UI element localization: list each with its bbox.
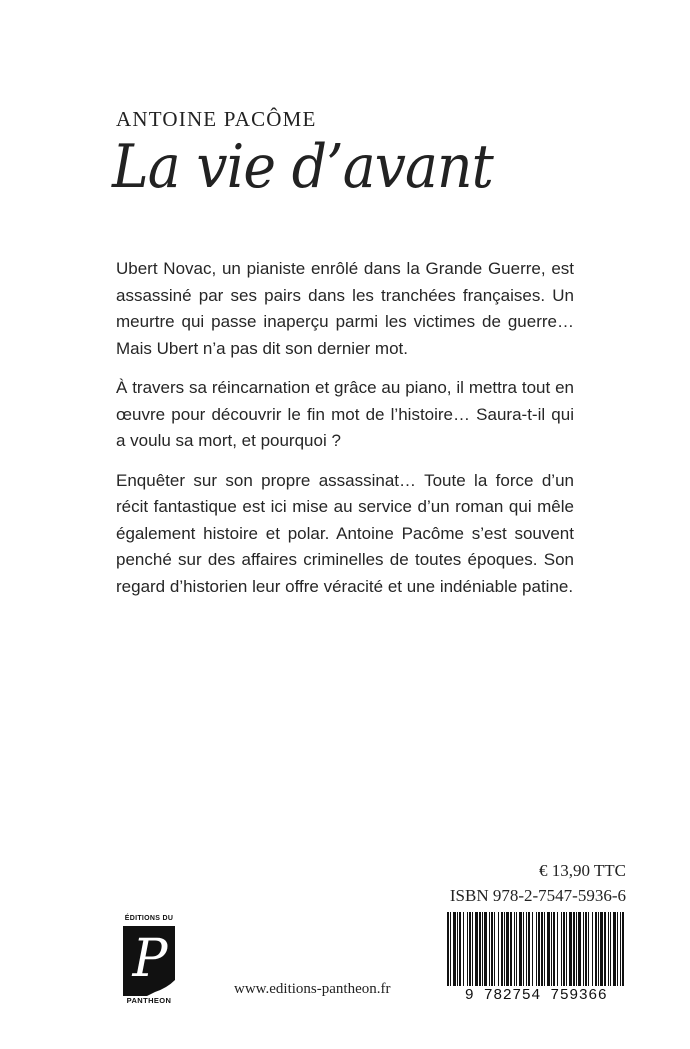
- isbn: ISBN 978-2-7547-5936-6: [449, 886, 626, 905]
- logo-top-text: ÉDITIONS DU: [124, 915, 174, 922]
- author-name: ANTOINE PACÔME: [116, 107, 317, 131]
- price-isbn-block: [450, 858, 626, 908]
- blurb-paragraph-2: À travers sa réincarnation et grâce au piano, il mettra tout en œuvre pour découvrir le fin mot de l’histoire… Saura-t-il qui a voulu sa mort, et pourquoi ?: [116, 378, 574, 450]
- logo-bottom-text: PANTHEON: [126, 996, 172, 1005]
- blurb: [116, 256, 574, 613]
- logo-letter: P: [132, 929, 168, 989]
- blurb-paragraph-1: Ubert Novac, un pianiste enrôlé dans la Grande Guerre, est assassiné par ses pairs dans les tranchées françaises. Un meurtre qui passe inaperçu parmi les victimes de guerre… Mais Ubert n’a pas dit son dernier mot.: [116, 259, 574, 358]
- barcode-icon: [445, 912, 627, 986]
- blurb-paragraph-3: Enquêter sur son propre assassinat… Toute la force d’un récit fantastique est ici mise au service d’un roman qui mêle également histoire et polar. Antoine Pacôme s’est souvent penché sur des affaires criminelles de toutes époques. Son regard d’historien leur offre véracité et une indéniable patine.: [116, 470, 574, 596]
- barcode-digits: 9 782754 759366: [464, 987, 608, 1004]
- publisher-website: www.editions-pantheon.fr: [234, 981, 391, 997]
- publisher-logo: [117, 915, 181, 1015]
- price: € 13,90 TTC: [538, 861, 626, 880]
- book-title: La vie d’avant: [112, 132, 493, 202]
- publisher-p-icon: [117, 926, 181, 996]
